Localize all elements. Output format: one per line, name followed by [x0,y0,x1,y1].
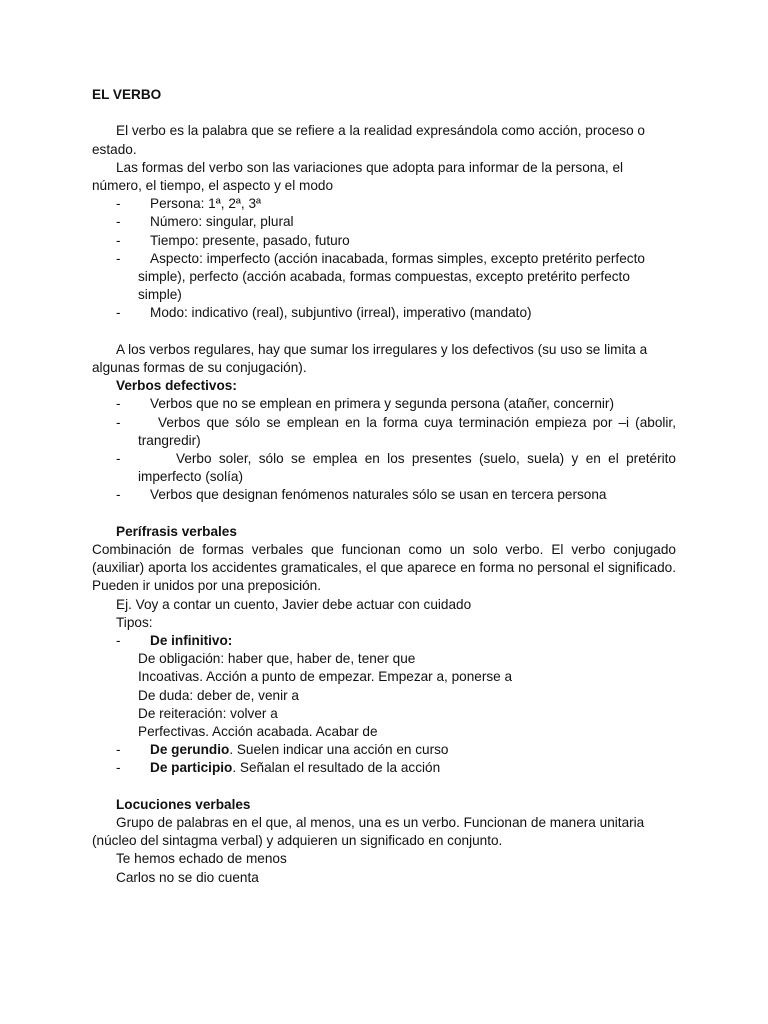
document-title: EL VERBO [92,87,162,102]
infinitivo-subitem: De obligación: haber que, haber de, tener que [138,651,416,667]
list-item: - Tiempo: presente, pasado, futuro [116,232,350,248]
locuciones-example: Te hemos echado de menos [116,851,287,867]
list-item: - Modo: indicativo (real), subjuntivo (irreal), imperativo (mandato) [116,305,532,321]
defectivos-heading: Verbos defectivos: [116,378,237,394]
locuciones-example: Carlos no se dio cuenta [116,869,259,885]
verb-forms-list [92,195,676,322]
list-item: - Verbo soler, sólo se emplea en los presentes (suelo, suela) y en el pretérito imperfecto (solía) [116,451,676,485]
intro-paragraph-1: El verbo es la palabra que se refiere a la realidad expresándola como acción, proceso o estado. [92,123,645,157]
perifrasis-definition: Combinación de formas verbales que funcionan como un solo verbo. El verbo conjugado (auxiliar) aporta los accidentes gramaticales, el que aparece en forma no personal el significado. Pueden ir unidos por una preposición. [92,542,676,594]
infinitivo-subitem: Incoativas. Acción a punto de empezar. Empezar a, ponerse a [138,669,513,685]
list-item: - Número: singular, plural [116,214,294,230]
intro-paragraph-2: Las formas del verbo son las variaciones que adopta para informar de la persona, el número, el tiempo, el aspecto y el modo [92,159,624,193]
tipos-label: Tipos: [116,614,153,630]
perifrasis-types-list-2 [92,741,676,777]
list-item: - Aspecto: imperfecto (acción inacabada, formas simples, excepto pretérito perfecto simple), perfecto (acción acabada, formas compuestas, excepto pretérito perfecto simple) [116,250,645,303]
document-body [92,86,676,887]
regulares-paragraph: A los verbos regulares, hay que sumar los irregulares y los defectivos (su uso se limita a algunas formas de su conjugación). [92,341,648,376]
gerundio-label: De gerundio [150,742,230,758]
list-item: - De infinitivo: [116,633,233,649]
participio-label: De participio [150,760,233,776]
infinitivo-label: De infinitivo: [150,633,233,649]
infinitivo-subitem: De reiteración: volver a [138,705,278,721]
infinitivo-subitem: De duda: deber de, venir a [138,687,299,703]
list-item: - Verbos que sólo se emplean en la forma cuya terminación empieza por –i (abolir, trangredir) [116,414,676,448]
infinitivo-subitem: Perfectivas. Acción acabada. Acabar de [138,724,378,740]
list-item: - Verbos que designan fenómenos naturales sólo se usan en tercera persona [116,487,607,503]
list-item: - De participio. Señalan el resultado de la acción [116,760,441,776]
list-item: - Persona: 1ª, 2ª, 3ª [116,196,262,212]
list-item: - Verbos que no se emplean en primera y segunda persona (atañer, concernir) [116,396,614,412]
defectivos-list [92,395,676,504]
locuciones-heading: Locuciones verbales [116,796,251,812]
perifrasis-heading: Perífrasis verbales [116,523,237,539]
locuciones-definition: Grupo de palabras en el que, al menos, una es un verbo. Funcionan de manera unitaria (núcleo del sintagma verbal) y adquieren un significado en conjunto. [92,815,645,849]
perifrasis-example: Ej. Voy a contar un cuento, Javier debe actuar con cuidado [116,596,472,612]
list-item: - De gerundio. Suelen indicar una acción en curso [116,742,449,758]
perifrasis-types-list [92,632,676,650]
